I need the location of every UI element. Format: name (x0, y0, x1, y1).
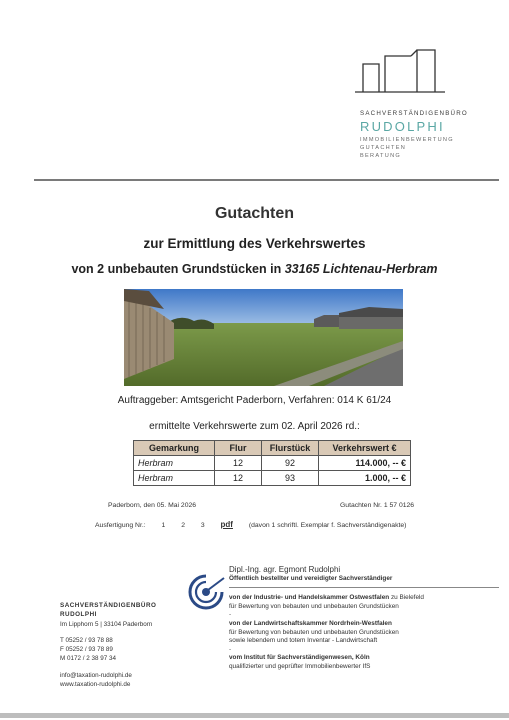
property-photo (124, 289, 403, 386)
copy-number: 2 (181, 522, 185, 529)
col-flurstueck: Flurstück (262, 441, 319, 456)
cell-gemarkung: Herbram (134, 471, 215, 486)
cell-verkehrswert: 1.000, -- € (319, 471, 411, 486)
place-date: Paderborn, den 05. Mai 2026 (108, 502, 197, 509)
footer-bar (0, 713, 509, 718)
certification-1-text: für Bewertung von bebauten und unbebauten Grundstücken (229, 602, 399, 610)
cell-verkehrswert: 114.000, -- € (319, 456, 411, 471)
copies-line (95, 520, 420, 529)
certification-3-text: qualifizierter und geprüfter Immobilienbewerter IfS (229, 662, 371, 670)
certification-2: von der Landwirtschaftskammer Nordrhein-Westfalen (229, 619, 392, 627)
values-line: ermittelte Verkehrswerte zum 02. April 2026 rd.: (149, 421, 360, 432)
logo-subline (360, 137, 490, 160)
report-number: Gutachten Nr. 1 57 0126 (340, 502, 415, 509)
certification-2-text-1: für Bewertung von bebauten und unbebauten Grundstücken (229, 628, 399, 636)
col-verkehrswert: Verkehrswert € (319, 441, 411, 456)
cell-flurstueck: 92 (262, 456, 319, 471)
certification-2-text-2: sowie lebendem und totem Inventar - Landwirtschaft (229, 637, 378, 645)
cell-gemarkung: Herbram (134, 456, 215, 471)
office-phone: T 05252 / 93 78 88 (60, 636, 113, 644)
cell-flur: 12 (215, 456, 262, 471)
cell-flurstueck: 93 (262, 471, 319, 486)
logo-sub-2: GUTACHTEN (360, 144, 407, 151)
page-title: Gutachten (214, 205, 295, 222)
object-location: 33165 Lichtenau-Herbram (284, 262, 438, 276)
copy-number: 3 (200, 522, 205, 529)
table-row (134, 471, 411, 486)
certification-1: von der Industrie- und Handelskammer Ostwestfalen zu Bielefeld (229, 594, 424, 602)
object-title (0, 262, 509, 276)
page-subtitle: zur Ermittlung des Verkehrswertes (143, 236, 366, 251)
copy-number: 1 (161, 522, 166, 529)
col-gemarkung: Gemarkung (134, 441, 215, 456)
table-header-row (134, 441, 411, 456)
logo-sub-3: BERATUNG (360, 152, 402, 159)
cell-flur: 12 (215, 471, 262, 486)
table-row (134, 456, 411, 471)
pdf-copy: pdf (220, 520, 233, 529)
col-flur: Flur (215, 441, 262, 456)
seal-icon (186, 572, 226, 612)
logo-text (360, 110, 490, 160)
office-fax: F 05252 / 93 78 89 (60, 646, 113, 654)
logo-line1: SACHVERSTÄNDIGENBÜRO (360, 110, 468, 117)
copies-label: Ausfertigung Nr.: (95, 522, 146, 529)
value-table (133, 440, 411, 486)
office-name-1: SACHVERSTÄNDIGENBÜRO (60, 602, 157, 609)
expert-name: Dipl.-Ing. agr. Egmont Rudolphi (229, 565, 341, 574)
logo-line2: RUDOLPHI (360, 119, 445, 134)
certification-3: vom Institut für Sachverständigenwesen, Köln (229, 654, 370, 662)
client-line: Auftraggeber: Amtsgericht Paderborn, Verfahren: 014 K 61/24 (117, 395, 392, 406)
object-prefix: von 2 unbebauten Grundstücken in (71, 262, 285, 276)
office-web: www.taxation-rudolphi.de (60, 681, 131, 689)
header-divider (34, 179, 499, 181)
office-name-2: RUDOLPHI (60, 611, 97, 619)
logo-sub-1: IMMOBILIENBEWERTUNG (360, 137, 454, 143)
logo-mark-icon (355, 44, 445, 94)
office-mobile: M 0172 / 2 38 97 34 (60, 655, 117, 663)
expert-divider (229, 587, 499, 588)
office-email: info@taxation-rudolphi.de (60, 671, 132, 679)
office-address: Im Lipphorn 5 | 33104 Paderborn (60, 620, 153, 628)
expert-info (229, 566, 499, 672)
expert-role: Öffentlich bestellter und vereidigter Sachverständiger (229, 574, 393, 582)
separator-dash: - (229, 611, 232, 619)
copies-note: (davon 1 schriftl. Exemplar f. Sachverständigenakte) (248, 522, 407, 529)
office-info (60, 601, 156, 689)
separator-dash: - (229, 645, 232, 653)
